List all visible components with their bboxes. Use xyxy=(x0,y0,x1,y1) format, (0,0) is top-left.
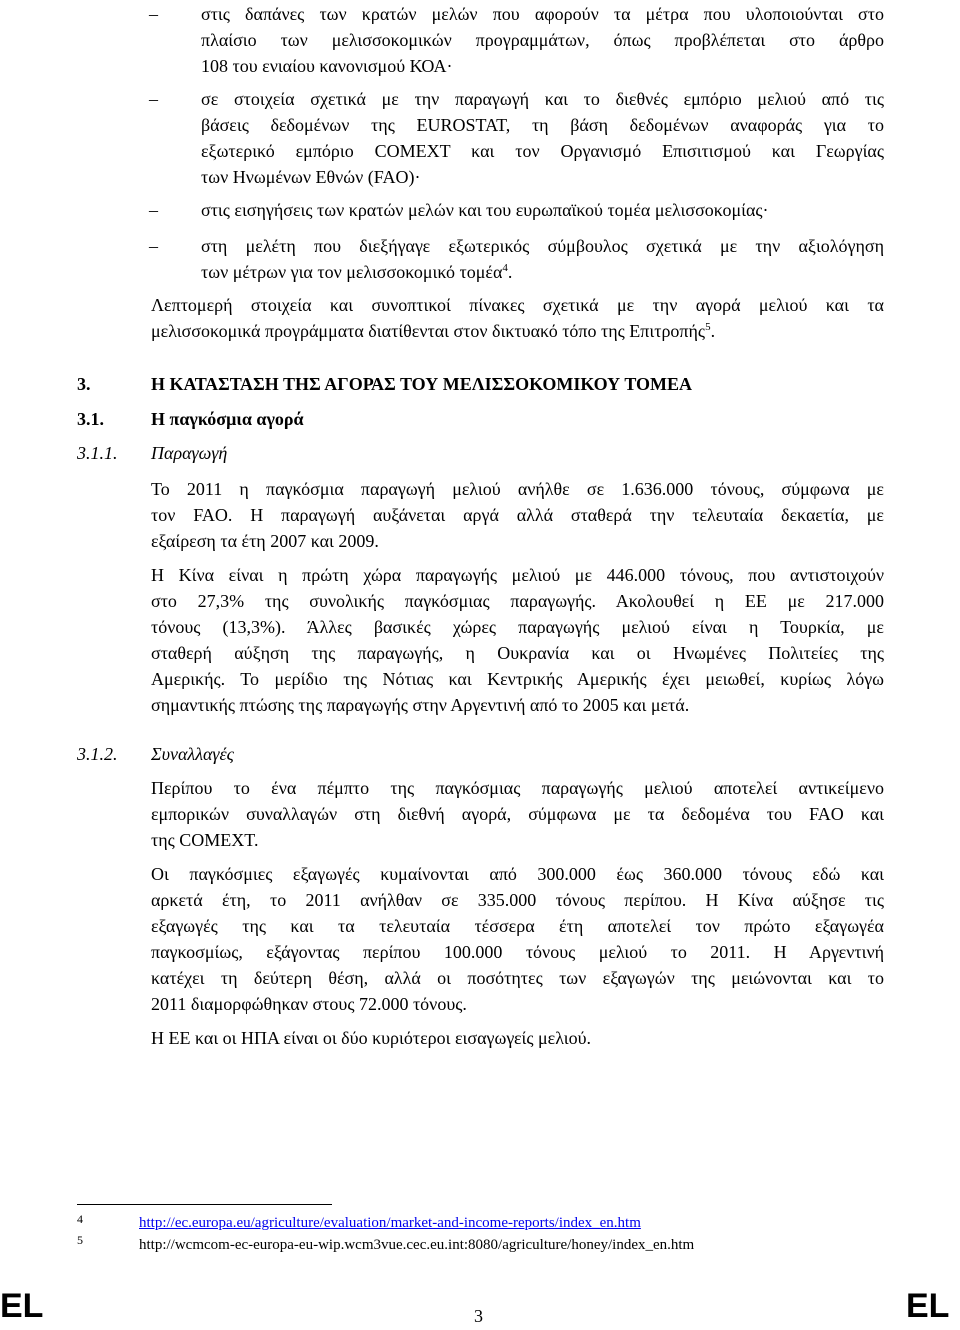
footnote-5-url: http://wcmcom-ec-europa-eu-wip.wcm3vue.cec.eu.int:8080/agriculture/honey/index_en.htm xyxy=(139,1237,695,1253)
section-31-number: 3.1. xyxy=(77,409,104,429)
footnote-ref-5[interactable]: 5 xyxy=(705,321,711,333)
section-312-number: 3.1.2. xyxy=(77,744,118,764)
page-number: 3 xyxy=(474,1306,483,1326)
footnote-separator xyxy=(77,1204,332,1205)
p312-2-line-2: αρκετά έτη, το 2011 ανήλθαν σε 335.000 τόνους περίπου. Η Κίνα αύξησε τις xyxy=(151,890,884,910)
bullet-1-line-2: πλαίσιο των μελισσοκομικών προγραμμάτων, όπως προβλέπεται στο άρθρο xyxy=(201,30,884,50)
p311-1-line-1: Το 2011 η παγκόσμια παραγωγή μελιού ανήλθε σε 1.636.000 τόνους, σύμφωνα με xyxy=(151,479,884,499)
p312-1-line-2: εμπορικών συναλλαγών στη διεθνή αγορά, σύμφωνα με τα δεδομένα του FAO και xyxy=(151,804,884,824)
bullet-2-line-4: των Ηνωμένων Εθνών (FAO)· xyxy=(201,167,421,187)
p311-2-line-3: τόνους (13,3%). Άλλες βασικές χώρες παραγωγής μελιού είναι η Τουρκία, με xyxy=(151,617,884,637)
intro-line-2: μελισσοκομικά προγράμματα διατίθενται στον δικτυακό τόπο της Επιτροπής$^5$. xyxy=(151,321,716,341)
bullet-2-line-3: εξωτερικό εμπόριο COMEXT και τον Οργανισμό Επισιτισμού και Γεωργίας xyxy=(201,141,884,161)
p311-2-line-2: στο 27,3% της συνολικής παγκόσμιας παραγωγής. Ακολουθεί η ΕΕ με 217.000 xyxy=(151,591,884,611)
bullet-4-line-1: στη μελέτη που διεξήγαγε εξωτερικός σύμβουλος σχετικά με την αξιολόγηση xyxy=(201,236,884,256)
p312-1-line-3: της COMEXT. xyxy=(151,830,259,850)
p311-2-line-1: Η Κίνα είναι η πρώτη χώρα παραγωγής μελιού με 446.000 τόνους, που αντιστοιχούν xyxy=(151,565,884,585)
bullet-2-line-1: σε στοιχεία σχετικά με την παραγωγή και το διεθνές εμπόριο μελιού από τις xyxy=(201,89,884,109)
footer-language-right: EL xyxy=(906,1287,950,1325)
footnote-4-link[interactable]: http://ec.europa.eu/agriculture/evaluation/market-and-income-reports/index_en.htm xyxy=(139,1215,641,1231)
bullet-dash: – xyxy=(149,200,158,220)
p312-2-line-6: 2011 διαμορφώθηκαν στους 72.000 τόνους. xyxy=(151,994,467,1014)
bullet-3-line-1: στις εισηγήσεις των κρατών μελών και του ευρωπαϊκού τομέα μελισσοκομίας· xyxy=(201,200,769,220)
p311-2-line-5: Αμερικής. Το μερίδιο της Νότιας και Κεντρικής Αμερικής έχει μειωθεί, κυρίως λόγω xyxy=(151,669,884,689)
section-311-title: Παραγωγή xyxy=(151,443,228,463)
section-312-title: Συναλλαγές xyxy=(151,744,234,764)
section-3-title: Η ΚΑΤΑΣΤΑΣΗ ΤΗΣ ΑΓΟΡΑΣ ΤΟΥ ΜΕΛΙΣΣΟΚΟΜΙΚΟΥ ΤΟΜΕΑ xyxy=(151,374,692,394)
bullet-1-line-3: 108 του ενιαίου κανονισμού ΚΟΑ· xyxy=(201,56,453,76)
p312-2-line-3: εξαγωγές της και τα τελευταία τέσσερα έτη αποτελεί τον πρώτο εξαγωγέα xyxy=(151,916,884,936)
bullet-dash: – xyxy=(149,236,158,256)
p311-1-line-2: τον FAO. Η παραγωγή αυξάνεται αργά αλλά σταθερά την τελευταία δεκαετία, με xyxy=(151,505,884,525)
bullet-dash: – xyxy=(149,4,158,24)
footnote-4-number: 4 xyxy=(77,1212,83,1226)
footnote-5-number: 5 xyxy=(77,1233,83,1247)
bullet-4-line-2: των μέτρων για τον μελισσοκομικό τομέα$^4$. xyxy=(201,262,513,282)
p311-2-line-6: σημαντικής πτώσης της παραγωγής στην Αργεντινή από το 2005 και μετά. xyxy=(151,695,690,715)
section-3-number: 3. xyxy=(77,374,91,394)
bullet-2-line-2: βάσεις δεδομένων της EUROSTAT, τη βάση δεδομένων αναφοράς για το xyxy=(201,115,884,135)
intro-line-1: Λεπτομερή στοιχεία και συνοπτικοί πίνακες σχετικά με την αγορά μελιού και τα xyxy=(151,295,884,315)
p312-3-line-1: Η ΕΕ και οι ΗΠΑ είναι οι δύο κυριότεροι εισαγωγείς μελιού. xyxy=(151,1028,591,1048)
section-311-number: 3.1.1. xyxy=(77,443,118,463)
section-31-title: Η παγκόσμια αγορά xyxy=(151,409,304,429)
p312-2-line-4: παγκοσμίως, εξάγοντας περίπου 100.000 τόνους μελιού το 2011. Η Αργεντινή xyxy=(151,942,884,962)
footnote-ref-4[interactable]: 4 xyxy=(502,262,508,274)
p312-2-line-5: κατέχει τη δεύτερη θέση, αλλά οι ποσότητες των εξαγωγών της μειώνονται και το xyxy=(151,968,884,988)
footer-language-left: EL xyxy=(0,1287,44,1325)
p311-1-line-3: εξαίρεση τα έτη 2007 και 2009. xyxy=(151,531,379,551)
p312-2-line-1: Οι παγκόσμιες εξαγωγές κυμαίνονται από 300.000 έως 360.000 τόνους εδώ και xyxy=(151,864,884,884)
p312-1-line-1: Περίπου το ένα πέμπτο της παγκόσμιας παραγωγής μελιού αποτελεί αντικείμενο xyxy=(151,778,884,798)
bullet-1-line-1: στις δαπάνες των κρατών μελών που αφορούν τα μέτρα που υλοποιούνται στο xyxy=(201,4,884,24)
bullet-dash: – xyxy=(149,89,158,109)
p311-2-line-4: σταθερή αύξηση της παραγωγής, η Ουκρανία και οι Ηνωμένες Πολιτείες της xyxy=(151,643,884,663)
